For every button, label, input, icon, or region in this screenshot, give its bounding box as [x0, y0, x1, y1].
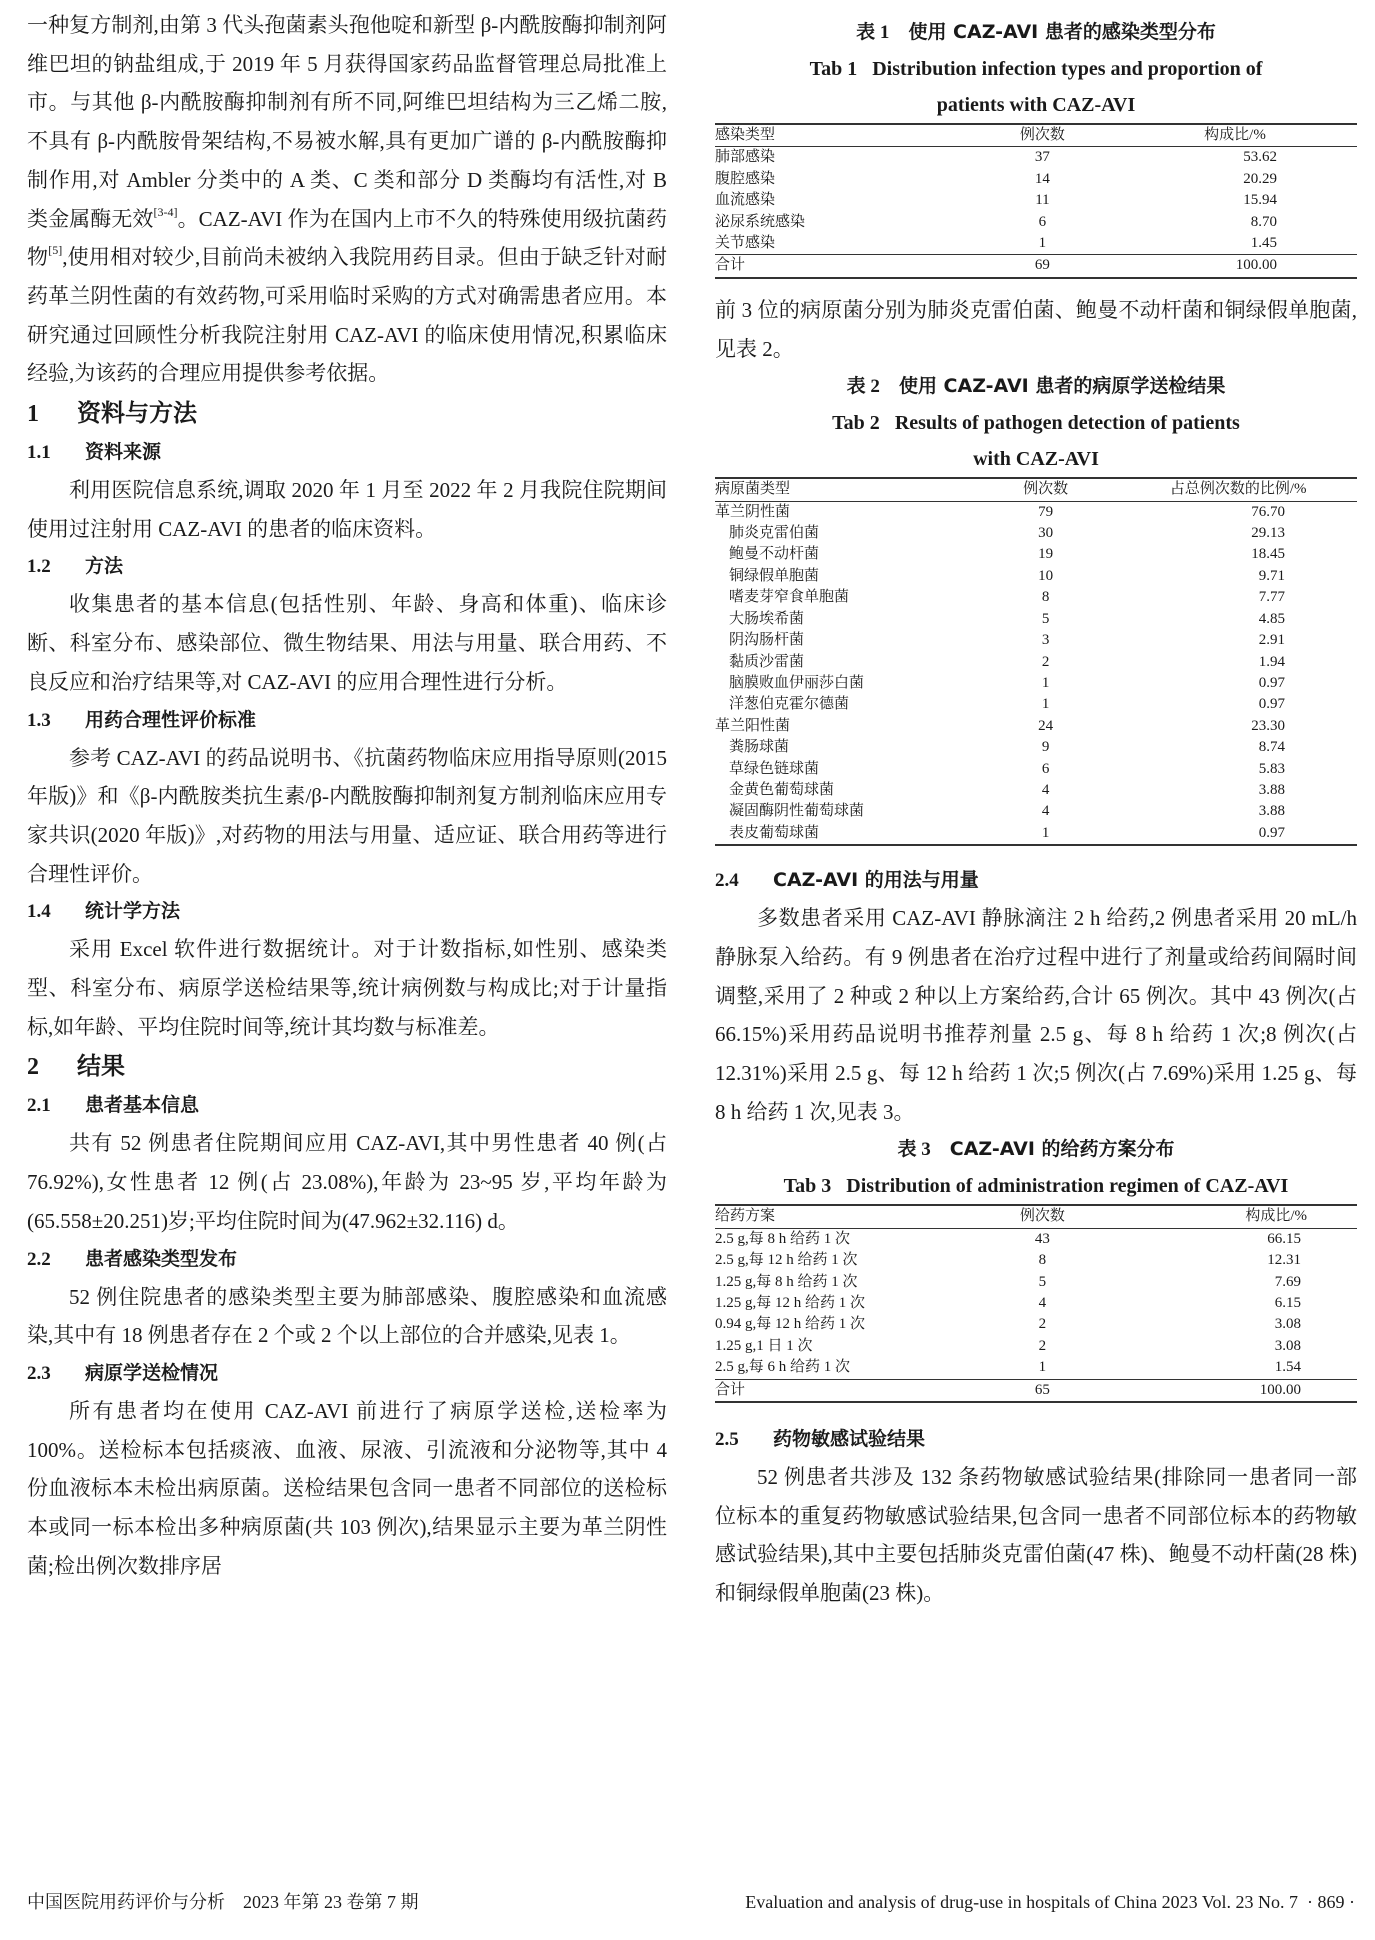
- subsection-2-1-text: 共有 52 例患者住院期间应用 CAZ-AVI,其中男性患者 40 例(占 76.92%),女性患者 12 例(占 23.08%),年龄为 23~95 岁,平均年龄为(65.558±20.251)岁;平均住院时间为(47.962±32.116) d。: [27, 1131, 667, 1233]
- subsection-title: 药物敏感试验结果: [773, 1428, 926, 1451]
- cell-percent: 20.29: [1243, 170, 1277, 187]
- subsection-title: 统计学方法: [85, 900, 181, 923]
- cell-regimen: 0.94 g,每 12 h 给药 1 次: [715, 1316, 866, 1333]
- cell-count: 5: [1038, 1273, 1047, 1290]
- subsection-2-2-text: 52 例住院患者的感染类型主要为肺部感染、腹腔感染和血流感染,其中有 18 例患者存在 2 个或 2 个以上部位的合并感染,见表 1。: [27, 1284, 667, 1348]
- cell-count: 2: [1038, 1316, 1047, 1333]
- table-1-caption-en: [715, 51, 1357, 123]
- subsection-2-3-heading: [27, 1355, 667, 1392]
- cell-pathogen: 凝固酶阴性葡萄球菌: [729, 803, 865, 820]
- subsection-1-2-heading: [27, 548, 667, 585]
- cell-percent: 2.91: [1258, 632, 1285, 649]
- cell-infection-type: 关节感染: [715, 235, 776, 252]
- table-2: [715, 477, 1357, 846]
- table-row: [715, 212, 1357, 233]
- cell-count: 19: [1038, 546, 1054, 563]
- subsection-number: 1.3: [27, 709, 51, 731]
- cell-percent: 3.88: [1258, 781, 1285, 798]
- subsection-2-3-text: 所有患者均在使用 CAZ-AVI 前进行了病原学送检,送检率为 100%。送检标本包括痰液、血液、尿液、引流液和分泌物等,其中 4 份血液标本未检出病原菌。送检结果包含同一患者不同部位的送检标本或同一标本检出多种病原菌(共 103 例次),结果显示主要为革兰阴性菌;检出例次数排序居: [27, 1398, 667, 1578]
- cell-regimen: 1.25 g,1 日 1 次: [715, 1337, 813, 1354]
- table-3-caption-cn: [715, 1131, 1357, 1168]
- table-header-row: [715, 124, 1357, 147]
- subsection-1-1-text: 利用医院信息系统,调取 2020 年 1 月至 2022 年 2 月我院住院期间使用过注射用 CAZ-AVI 的患者的临床资料。: [27, 478, 667, 541]
- cell-pathogen: 阴沟肠杆菌: [729, 632, 805, 649]
- citation-3-4[interactable]: [3-4]: [153, 204, 178, 219]
- cell-count: 2: [1041, 653, 1050, 670]
- table-number: Tab 1: [809, 58, 858, 80]
- subsection-2-5-heading: [715, 1421, 1357, 1458]
- table-2-caption-cn: [715, 368, 1357, 405]
- column-header: 例次数: [1019, 1208, 1065, 1225]
- cell-count: 1: [1041, 824, 1050, 841]
- cell-count: 37: [1034, 149, 1050, 166]
- cell-infection-type: 肺部感染: [715, 149, 776, 166]
- cell-count: 4: [1038, 1295, 1047, 1311]
- table-row: [715, 1228, 1357, 1250]
- table-row: [715, 1357, 1357, 1379]
- caption-text: Distribution of administration regimen of CAZ-AVI: [846, 1175, 1289, 1198]
- cell-count: 6: [1041, 760, 1050, 777]
- cell-total-label: 合计: [715, 257, 746, 274]
- cell-pathogen: 草绿色链球菌: [729, 760, 820, 777]
- footer-journal-en: [745, 1890, 1355, 1914]
- cell-count: 5: [1041, 610, 1050, 627]
- cell-pathogen: 嗜麦芽窄食单胞菌: [729, 589, 850, 606]
- cell-percent: 23.30: [1251, 717, 1285, 734]
- cell-pathogen: 粪肠球菌: [729, 739, 790, 756]
- footer-journal-cn: 中国医院用药评价与分析 2023 年第 23 卷第 7 期: [27, 1892, 419, 1912]
- cell-percent: 0.97: [1258, 674, 1285, 691]
- citation-5[interactable]: [5]: [48, 243, 63, 258]
- table-row: [715, 652, 1357, 673]
- subsection-title: 患者感染类型发布: [85, 1247, 238, 1270]
- table-row: [715, 566, 1357, 587]
- column-header: 给药方案: [715, 1208, 776, 1225]
- cell-count: 8: [1041, 589, 1050, 606]
- table-row: [715, 147, 1357, 169]
- cell-percent: 76.70: [1251, 503, 1285, 520]
- cell-percent: 7.77: [1258, 589, 1285, 606]
- cell-count: 79: [1038, 503, 1054, 520]
- caption-text: patients with CAZ-AVI: [936, 94, 1136, 116]
- left-column: [27, 0, 667, 1586]
- table-total-row: [715, 255, 1357, 278]
- table-2-caption-en: [715, 405, 1357, 477]
- subsection-number: 1.4: [27, 901, 51, 923]
- table-row: [715, 737, 1357, 758]
- subsection-1-4-text: 采用 Excel 软件进行数据统计。对于计数指标,如性别、感染类型、科室分布、病原学送检结果等,统计病例数与构成比;对于计量指标,如年龄、平均住院时间等,统计其均数与标准差。: [27, 937, 667, 1039]
- cell-pathogen: 脑膜败血伊丽莎白菌: [729, 674, 865, 691]
- intro-paragraph: [27, 6, 667, 393]
- table-row: [715, 694, 1357, 715]
- subsection-title: 方法: [85, 555, 124, 578]
- cell-percent: 3.08: [1274, 1316, 1301, 1333]
- table-row: [715, 233, 1357, 255]
- cell-regimen: 2.5 g,每 8 h 给药 1 次: [715, 1230, 851, 1247]
- cell-total-count: 65: [1034, 1381, 1050, 1398]
- cell-count: 1: [1038, 235, 1047, 252]
- table-1-caption-cn: [715, 14, 1357, 51]
- subsection-number: 2.3: [27, 1362, 51, 1384]
- cell-count: 4: [1041, 803, 1050, 820]
- cell-infection-type: 泌尿系统感染: [715, 213, 806, 230]
- subsection-title: 资料来源: [85, 441, 162, 464]
- subsection-title: CAZ-AVI 的用法与用量: [773, 869, 979, 892]
- subsection-title: 病原学送检情况: [85, 1361, 219, 1384]
- cell-pathogen: 金黄色葡萄球菌: [729, 781, 835, 798]
- caption-text: 使用 CAZ-AVI 患者的病原学送检结果: [898, 375, 1226, 398]
- caption-text: Results of pathogen detection of patients: [894, 412, 1240, 435]
- table-row: [715, 190, 1357, 211]
- table-number: 表 1: [856, 22, 890, 43]
- table-3: [715, 1204, 1357, 1403]
- subsection-1-3-text: 参考 CAZ-AVI 的药品说明书、《抗菌药物临床应用指导原则(2015 年版)》和《β-内酰胺类抗生素/β-内酰胺酶抑制剂复方制剂临床应用专家共识(2020 年版)》,对药物的用法与用量、适应证、联合用药等进行合理性评价。: [27, 745, 667, 886]
- subsection-number: 2.4: [715, 870, 739, 892]
- subsection-2-4-heading: [715, 862, 1357, 899]
- cell-count: 1: [1041, 696, 1050, 713]
- subsection-2-2-heading: [27, 1241, 667, 1278]
- cell-count: 11: [1035, 192, 1050, 209]
- table-group-row: [715, 716, 1357, 737]
- table-number: Tab 2: [832, 412, 880, 435]
- cell-percent: 29.13: [1251, 525, 1285, 542]
- section-number: 1: [27, 401, 39, 428]
- column-header: 例次数: [1019, 127, 1065, 143]
- table-group-row: [715, 501, 1357, 523]
- cell-regimen: 1.25 g,每 8 h 给药 1 次: [715, 1273, 858, 1290]
- cell-percent: 1.94: [1258, 653, 1285, 670]
- cell-pathogen: 大肠埃希菌: [729, 610, 805, 627]
- table-total-row: [715, 1379, 1357, 1402]
- cell-regimen: 2.5 g,每 12 h 给药 1 次: [715, 1252, 858, 1269]
- subsection-2-1-heading: [27, 1087, 667, 1124]
- subsection-number: 2.1: [27, 1095, 51, 1117]
- column-header: 占总例次数的比例/%: [1169, 481, 1307, 498]
- table-row: [715, 544, 1357, 565]
- table-header-row: [715, 478, 1357, 501]
- intro-text-1: 一种复方制剂,由第 3 代头孢菌素头孢他啶和新型 β-内酰胺酶抑制剂阿维巴坦的钠盐组成,于 2019 年 5 月获得国家药品监督管理总局批准上市。与其他 β-内酰胺酶抑制剂有所不同,阿维巴坦结构为三乙烯二胺,不具有 β-内酰胺骨架结构,不易被水解,具有更加广谱的 β-内酰胺酶抑制作用,对 Ambler 分类中的 A 类、C 类和部分 D 类酶均有活性,对 B 类金属酶无效: [27, 13, 667, 231]
- cell-count: 3: [1041, 632, 1050, 649]
- cell-percent: 1.45: [1250, 235, 1277, 252]
- cell-percent: 3.88: [1258, 803, 1285, 820]
- subsection-number: 1.1: [27, 442, 51, 464]
- cell-percent: 8.74: [1258, 739, 1285, 756]
- cell-infection-type: 血流感染: [715, 192, 776, 209]
- cell-percent: 3.08: [1274, 1337, 1301, 1354]
- caption-text: with CAZ-AVI: [973, 448, 1099, 471]
- cell-percent: 0.97: [1258, 824, 1285, 841]
- cell-total-percent: 100.00: [1259, 1381, 1301, 1398]
- cell-pathogen: 黏质沙雷菌: [729, 653, 805, 670]
- subsection-1-2-text: 收集患者的基本信息(包括性别、年龄、身高和体重)、临床诊断、科室分布、感染部位、微生物结果、用法与用量、联合用药、不良反应和治疗结果等,对 CAZ-AVI 的应用合理性进行分析。: [27, 592, 667, 694]
- cell-percent: 1.54: [1274, 1359, 1301, 1376]
- table-row: [715, 780, 1357, 801]
- table-row: [715, 1336, 1357, 1357]
- cell-percent: 53.62: [1243, 149, 1277, 166]
- subsection-1-3-heading: [27, 702, 667, 739]
- cell-total-label: 合计: [715, 1381, 746, 1398]
- cell-count: 1: [1041, 674, 1050, 691]
- table-number: 表 3: [897, 1139, 931, 1161]
- cell-count: 30: [1038, 525, 1054, 542]
- cell-percent: 5.83: [1258, 760, 1285, 777]
- cell-count: 24: [1038, 717, 1054, 734]
- cell-total-percent: 100.00: [1235, 257, 1277, 274]
- cell-pathogen: 洋葱伯克霍尔德菌: [729, 696, 850, 713]
- intro-text-3: ,使用相对较少,目前尚未被纳入我院用药目录。但由于缺乏针对耐药革兰阴性菌的有效药物,可采用临时采购的方式对确需患者应用。本研究通过回顾性分析我院注射用 CAZ-AVI 的临床使用情况,积累临床经验,为该药的合理应用提供参考依据。: [27, 245, 667, 386]
- subsection-number: 2.5: [715, 1429, 739, 1451]
- column-header: 构成比/%: [1204, 127, 1266, 143]
- cell-regimen: 2.5 g,每 6 h 给药 1 次: [715, 1359, 851, 1376]
- section-title: 资料与方法: [77, 399, 197, 428]
- paragraph-after-table-1: 前 3 位的病原菌分别为肺炎克雷伯菌、鲍曼不动杆菌和铜绿假单胞菌,见表 2。: [715, 297, 1357, 361]
- table-row: [715, 587, 1357, 608]
- cell-pathogen: 表皮葡萄球菌: [729, 824, 820, 841]
- cell-infection-type: 腹腔感染: [715, 170, 776, 187]
- cell-percent: 15.94: [1243, 192, 1277, 209]
- table-row: [715, 1293, 1357, 1314]
- table-row: [715, 523, 1357, 544]
- cell-regimen: 1.25 g,每 12 h 给药 1 次: [715, 1295, 866, 1311]
- footer-journal-en-text: Evaluation and analysis of drug-use in hospitals of China 2023 Vol. 23 No. 7: [745, 1892, 1298, 1912]
- cell-percent: 6.15: [1274, 1295, 1301, 1311]
- cell-percent: 66.15: [1267, 1230, 1301, 1247]
- cell-count: 6: [1038, 213, 1047, 230]
- cell-total-count: 69: [1034, 257, 1050, 274]
- subsection-number: 2.2: [27, 1248, 51, 1270]
- cell-percent: 4.85: [1258, 610, 1285, 627]
- subsection-title: 用药合理性评价标准: [85, 708, 257, 731]
- table-row: [715, 1314, 1357, 1335]
- table-number: Tab 3: [783, 1175, 832, 1198]
- intro-text-2: 。CAZ-AVI 作为在国内上市不久的特殊使用级抗菌药物: [27, 206, 668, 270]
- cell-count: 9: [1041, 739, 1050, 756]
- table-3-caption-en: [715, 1168, 1357, 1204]
- cell-pathogen: 革兰阳性菌: [715, 717, 791, 734]
- cell-percent: 8.70: [1250, 213, 1277, 230]
- page-number: · 869 ·: [1307, 1892, 1355, 1912]
- caption-text: 使用 CAZ-AVI 患者的感染类型分布: [908, 21, 1216, 43]
- table-row: [715, 169, 1357, 190]
- table-header-row: [715, 1205, 1357, 1228]
- column-header: 构成比/%: [1245, 1208, 1307, 1225]
- cell-percent: 12.31: [1267, 1252, 1301, 1269]
- table-row: [715, 1250, 1357, 1271]
- cell-count: 10: [1038, 567, 1054, 584]
- table-row: [715, 630, 1357, 651]
- cell-count: 1: [1038, 1359, 1047, 1376]
- cell-percent: 18.45: [1251, 546, 1285, 563]
- right-column: [715, 0, 1357, 1613]
- table-row: [715, 609, 1357, 630]
- table-number: 表 2: [846, 376, 880, 398]
- table-row: [715, 673, 1357, 694]
- subsection-title: 患者基本信息: [85, 1094, 200, 1117]
- cell-percent: 7.69: [1274, 1273, 1301, 1290]
- section-title: 结果: [77, 1052, 125, 1081]
- table-row: [715, 801, 1357, 822]
- cell-pathogen: 鲍曼不动杆菌: [729, 546, 820, 563]
- column-header: 例次数: [1023, 481, 1069, 498]
- subsection-2-5-text: 52 例患者共涉及 132 条药物敏感试验结果(排除同一患者同一部位标本的重复药物敏感试验结果,包含同一患者不同部位标本的药物敏感试验结果),其中主要包括肺炎克雷伯菌(47 株)、鲍曼不动杆菌(28 株)和铜绿假单胞菌(23 株)。: [715, 1465, 1357, 1606]
- column-header: 感染类型: [715, 127, 776, 143]
- cell-pathogen: 铜绿假单胞菌: [729, 567, 820, 584]
- cell-count: 8: [1038, 1252, 1047, 1269]
- cell-percent: 9.71: [1258, 567, 1285, 584]
- cell-count: 4: [1041, 781, 1050, 798]
- caption-text: Distribution infection types and proportion of: [872, 58, 1263, 80]
- cell-count: 14: [1034, 170, 1050, 187]
- cell-count: 2: [1038, 1337, 1047, 1354]
- table-1: [715, 123, 1357, 279]
- cell-pathogen: 革兰阴性菌: [715, 503, 791, 520]
- subsection-1-1-heading: [27, 434, 667, 471]
- subsection-2-4-text: 多数患者采用 CAZ-AVI 静脉滴注 2 h 给药,2 例患者采用 20 mL/h 静脉泵入给药。有 9 例患者在治疗过程中进行了剂量或给药间隔时间调整,采用了 2 种或 2 种以上方案给药,合计 65 例次。其中 43 例次(占 66.15%)采用药品说明书推荐剂量 2.5 g、每 8 h 给药 1 次;8 例次(占 12.31%)采用 2.5 g、每 12 h 给药 1 次;5 例次(占 7.69%)采用 1.25 g、每 8 h 给药 1 次,见表 3。: [715, 906, 1357, 1124]
- caption-text: CAZ-AVI 的给药方案分布: [949, 1138, 1175, 1161]
- subsection-1-4-heading: [27, 893, 667, 930]
- subsection-number: 1.2: [27, 556, 51, 578]
- column-header: 病原菌类型: [715, 481, 791, 498]
- cell-pathogen: 肺炎克雷伯菌: [729, 525, 820, 542]
- cell-percent: 0.97: [1258, 696, 1285, 713]
- section-number: 2: [27, 1054, 39, 1081]
- section-1-heading: [27, 393, 667, 434]
- cell-count: 43: [1034, 1230, 1050, 1247]
- table-row: [715, 823, 1357, 845]
- table-row: [715, 1272, 1357, 1293]
- section-2-heading: [27, 1046, 667, 1087]
- table-row: [715, 759, 1357, 780]
